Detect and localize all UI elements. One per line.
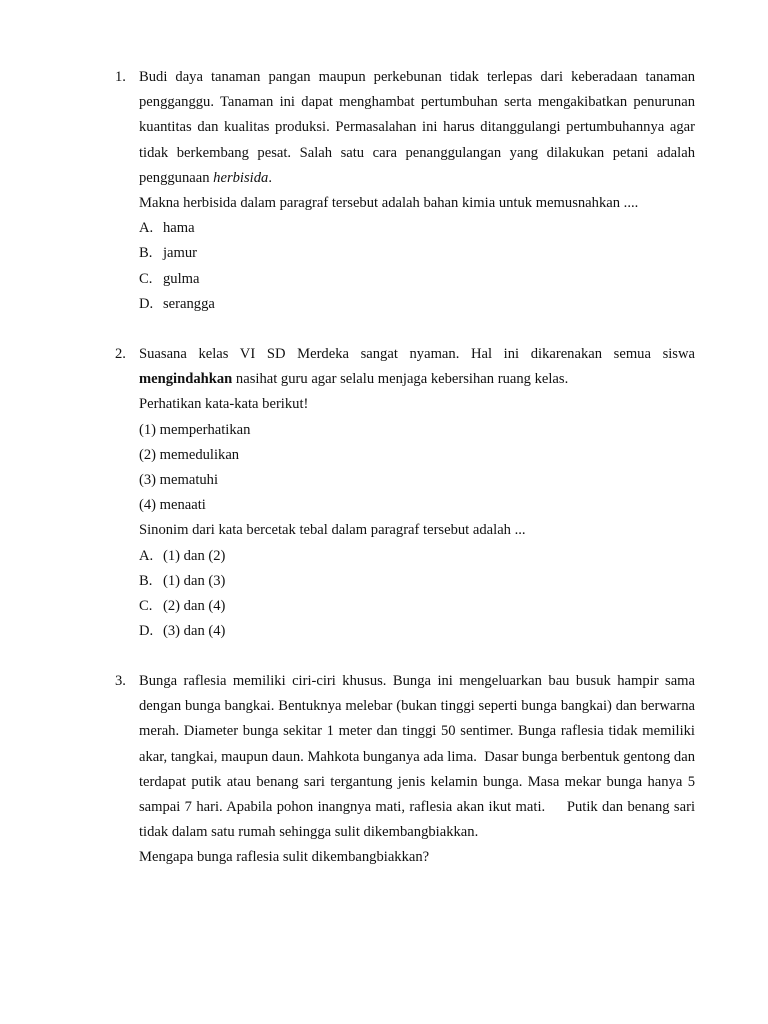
paragraph-text: Suasana kelas VI SD Merdeka sangat nyaman. Hal ini dikarenakan semua siswa bbox=[139, 346, 695, 362]
question-number: 2. bbox=[115, 346, 126, 362]
option-text: (1) dan (2) bbox=[163, 547, 226, 564]
italic-term: herbisida bbox=[213, 169, 269, 186]
option-text: (2) dan (4) bbox=[163, 598, 226, 615]
option-letter: C. bbox=[139, 270, 153, 287]
question-body bbox=[139, 342, 695, 644]
option-text: jamur bbox=[163, 245, 198, 262]
question-prompt: Sinonim dari kata bercetak tebal dalam paragraf tersebut adalah ... bbox=[139, 522, 526, 539]
option-text: (3) dan (4) bbox=[163, 623, 226, 640]
answer-option[interactable] bbox=[139, 544, 695, 569]
option-letter: A. bbox=[139, 220, 154, 237]
question-body bbox=[139, 65, 695, 317]
question-paragraph bbox=[139, 65, 695, 191]
answer-option[interactable] bbox=[139, 267, 695, 292]
option-letter: B. bbox=[139, 572, 153, 589]
word-item: (1) memperhatikan bbox=[139, 421, 251, 438]
option-letter: D. bbox=[139, 623, 154, 640]
bold-term: mengindahkan bbox=[139, 371, 233, 388]
question-paragraph bbox=[139, 342, 695, 392]
option-letter: C. bbox=[139, 598, 153, 615]
paragraph-text: Budi daya tanaman pangan maupun perkebunan tidak terlepas dari keberadaan tanaman pengganggu. Tanaman ini dapat menghambat pertumbuhan serta mengakibatkan penurunan kuantitas dan kualitas produksi. Permasalahan ini harus ditanggulangi pertumbuhannya agar tidak berkembang pesat. Salah satu cara penanggulangan yang dilakukan petani adalah penggunaan bbox=[139, 69, 695, 186]
option-text: gulma bbox=[163, 270, 200, 287]
word-item: (4) menaati bbox=[139, 497, 206, 514]
option-text: serangga bbox=[163, 295, 215, 312]
option-letter: D. bbox=[139, 295, 154, 312]
option-text: (1) dan (3) bbox=[163, 572, 226, 589]
question-prompt: Mengapa bunga raflesia sulit dikembangbiakkan? bbox=[139, 849, 430, 866]
paragraph-text-end: nasihat guru agar selalu menjaga kebersihan ruang kelas. bbox=[232, 371, 569, 388]
question-prompt: Makna herbisida dalam paragraf tersebut adalah bahan kimia untuk memusnahkan .... bbox=[139, 195, 639, 212]
word-item: (2) memedulikan bbox=[139, 446, 240, 463]
question-intro: Perhatikan kata-kata berikut! bbox=[139, 396, 309, 413]
answer-option[interactable] bbox=[139, 216, 695, 241]
paragraph-text-end: . bbox=[268, 169, 272, 186]
word-item: (3) mematuhi bbox=[139, 472, 219, 489]
answer-option[interactable] bbox=[139, 292, 695, 317]
option-letter: B. bbox=[139, 245, 153, 262]
option-letter: A. bbox=[139, 547, 154, 564]
option-text: hama bbox=[163, 220, 195, 237]
answer-option[interactable] bbox=[139, 569, 695, 594]
answer-option[interactable] bbox=[139, 594, 695, 619]
answer-option[interactable] bbox=[139, 241, 695, 266]
answer-option[interactable] bbox=[139, 619, 695, 644]
question-number: 3. bbox=[115, 673, 126, 689]
question-paragraph: Bunga raflesia memiliki ciri-ciri khusus. Bunga ini mengeluarkan bau busuk hampir sama dengan bunga bangkai. Bentuknya melebar (bukan tinggi seperti bunga bangkai) dan berwarna merah. Diameter bunga sekitar 1 meter dan tinggi 50 sentimer. Bunga raflesia tidak memiliki akar, tangkai, maupun daun. Mahkota bunganya ada lima. Dasar bunga berbentuk gentong dan terdapat putik atau benang sari tergantung jenis kelamin bunga. Masa mekar bunga hanya 5 sampai 7 hari. Apabila pohon inangnya mati, raflesia akan ikut mati. Putik dan benang sari tidak dalam satu rumah sehingga sulit dikembangbiakkan. bbox=[139, 673, 699, 841]
question-number: 1. bbox=[115, 69, 126, 85]
question-body bbox=[139, 669, 699, 871]
